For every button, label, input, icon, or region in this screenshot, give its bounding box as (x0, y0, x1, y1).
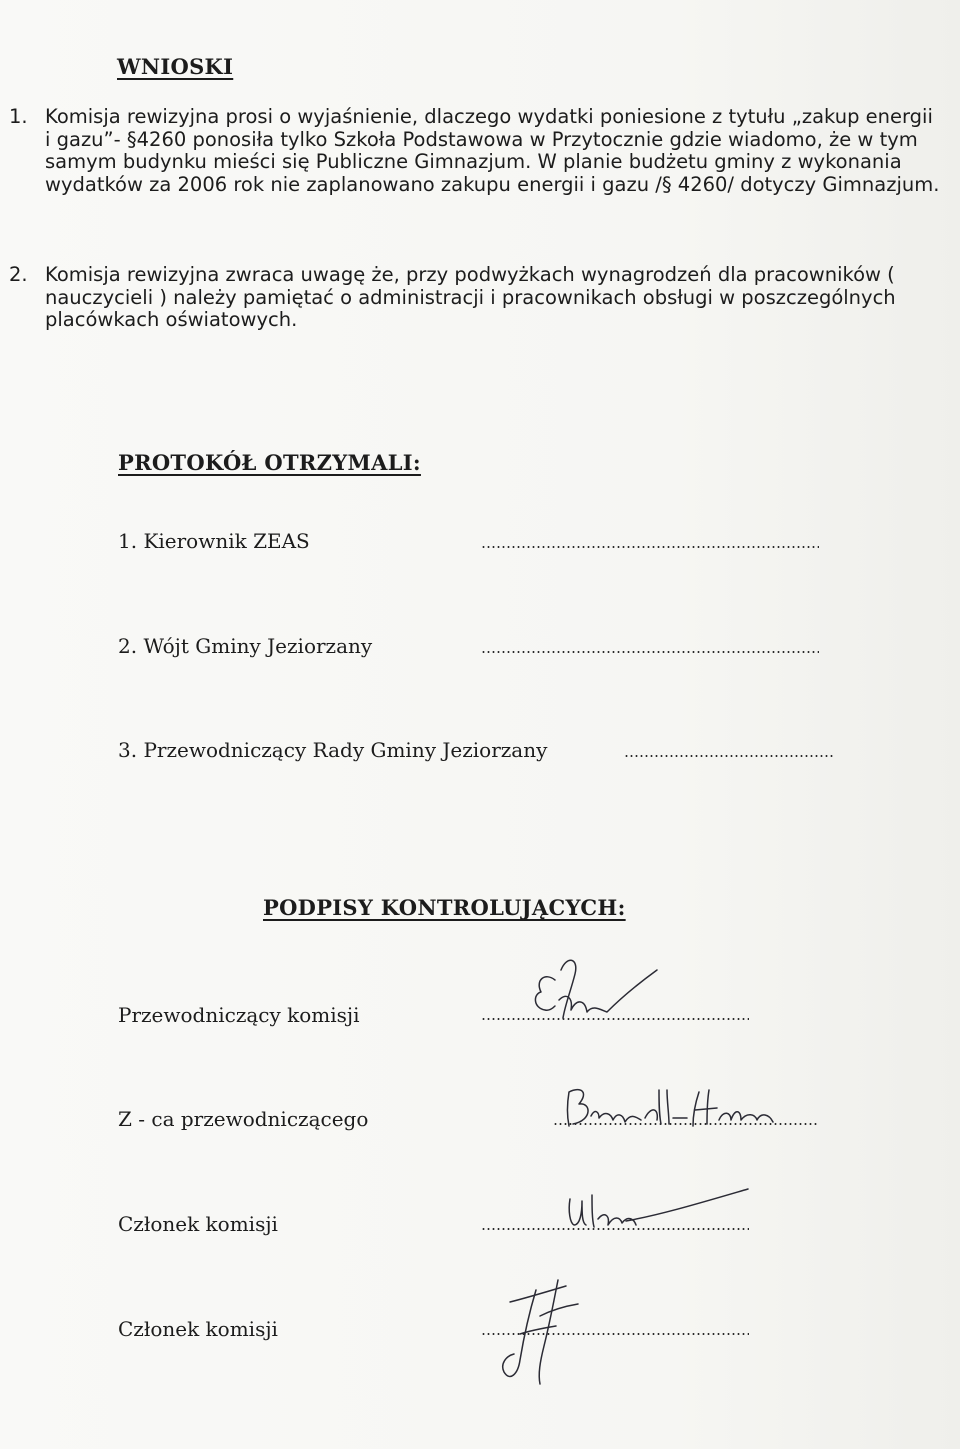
recipient-dotted-line (481, 651, 819, 653)
conclusion-point-2 (9, 263, 943, 332)
signatory-role: Przewodniczący komisji (118, 1003, 360, 1027)
signatory-role: Członek komisji (118, 1317, 278, 1341)
recipient-dotted-line (624, 755, 834, 757)
conclusion-point-1 (9, 105, 943, 196)
handwritten-signature-1 (515, 950, 665, 1022)
handwritten-signature-3 (560, 1185, 760, 1235)
signatory-role: Członek komisji (118, 1212, 278, 1236)
recipient-item: 2. Wójt Gminy Jeziorzany (118, 634, 373, 658)
conclusions-heading: WNIOSKI (117, 54, 234, 79)
conclusion-point-2-number: 2. (9, 263, 28, 286)
conclusion-point-1-number: 1. (9, 105, 28, 128)
handwritten-signature-4 (480, 1276, 600, 1391)
signatory-role: Z - ca przewodniczącego (118, 1107, 369, 1131)
conclusion-point-2-text: Komisja rewizyjna zwraca uwagę że, przy podwyżkach wynagrodzeń dla pracowników ( nauczycieli ) należy pamiętać o administracji i pracownikach obsługi w poszczególnych placówkach oświatowych. (45, 263, 896, 331)
conclusion-point-1-text: Komisja rewizyjna prosi o wyjaśnienie, dlaczego wydatki poniesione z tytułu „zakup energii i gazu”- §4260 ponosiła tylko Szkoła Podstawowa w Przytocznie gdzie wiadomo, że w tym samym budynku mieści się Publiczne Gimnazjum. W planie budżetu gminy z wykonania wydatków za 2006 rok nie zaplanowano zakupu energii i gazu /§ 4260/ dotyczy Gimnazjum. (45, 105, 940, 196)
recipient-dotted-line (481, 546, 819, 548)
recipient-item: 3. Przewodniczący Rady Gminy Jeziorzany (118, 738, 548, 762)
recipients-heading: PROTOKÓŁ OTRZYMALI: (118, 450, 421, 475)
handwritten-signature-2 (555, 1078, 785, 1138)
signatures-heading: PODPISY KONTROLUJĄCYCH: (263, 895, 626, 920)
recipient-item: 1. Kierownik ZEAS (118, 529, 310, 553)
